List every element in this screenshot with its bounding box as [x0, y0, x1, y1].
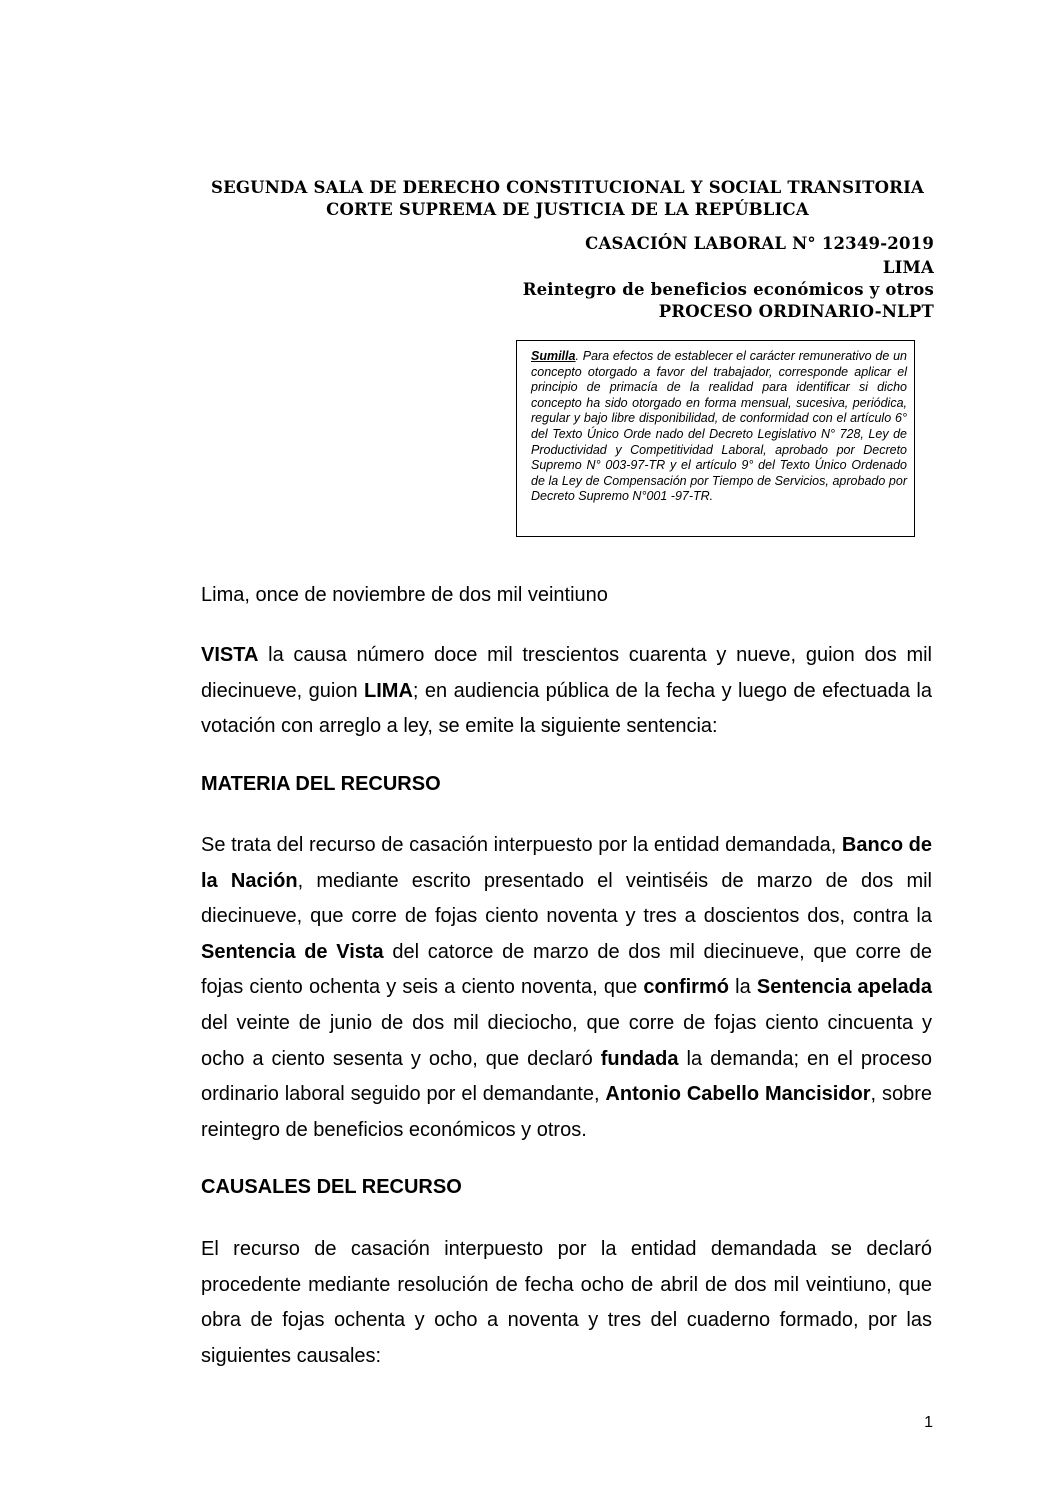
materia-text-2: , mediante escrito presentado el veintiséis de marzo de dos mil diecinueve, que corre de fojas ciento noventa y tres a doscientos dos, contra la — [201, 869, 932, 928]
materia-bold-6: Antonio Cabello Mancisidor — [605, 1083, 871, 1106]
materia-text-5: del veinte de junio de dos mil dieciocho, que corre de fojas ciento cincuenta y ocho a ciento sesenta y ocho, que declaró — [201, 1011, 932, 1070]
vista-text-2: ; en audiencia pública de la fecha y luego de efectuada la votación con arreglo a ley, se emite la siguiente sentencia: — [201, 679, 932, 738]
causales-heading: CAUSALES DEL RECURSO — [201, 1176, 462, 1198]
vista-paragraph — [201, 638, 932, 745]
date-line — [201, 578, 932, 614]
court-name-line-2: CORTE SUPREMA DE JUSTICIA DE LA REPÚBLICA — [326, 200, 809, 219]
materia-bold-5: fundada — [600, 1047, 679, 1070]
vista-keyword: VISTA — [201, 644, 259, 666]
materia-bold-3: confirmó — [643, 976, 729, 999]
case-matter: Reintegro de beneficios económicos y otros — [522, 280, 934, 299]
materia-bold-2: Sentencia de Vista — [201, 940, 384, 963]
summary-text: . Para efectos de establecer el carácter remunerativo de un concepto otorgado a favor del trabajador, corresponde aplicar el principio de primacía de la realidad para identificar si dicho concepto ha sido otorgado en forma mensual, sucesiva, periódica, regular y bajo libre disponibilidad, de conformidad con el artículo 6° del Texto Único Orde nado del Decreto Legislativo N° 728, Ley de Productividad y Competitividad Laboral, aprobado por Decreto Supremo N° 003-97-TR y el artículo 9° del Texto Único Ordenado de la Ley de Compensación por Tiempo de Servicios, aprobado por Decreto Supremo N°001 -97-TR. — [531, 349, 907, 504]
vista-text-1: la causa número doce mil trescientos cuarenta y nueve, guion dos mil diecinueve, guion — [201, 644, 932, 702]
materia-text-6: la demanda; en el proceso ordinario laboral seguido por el demandante, — [201, 1047, 932, 1106]
court-name-line-1: SEGUNDA SALA DE DERECHO CONSTITUCIONAL Y SOCIAL TRANSITORIA — [210, 178, 925, 197]
materia-heading: MATERIA DEL RECURSO — [201, 773, 441, 795]
date-line-text: Lima, once de noviembre de dos mil veintiuno — [201, 584, 608, 606]
materia-paragraph — [201, 828, 932, 1148]
page-number: 1 — [924, 1414, 933, 1431]
materia-bold-1: Banco de la Nación — [201, 834, 932, 892]
causales-paragraph: El recurso de casación interpuesto por la entidad demandada se declaró procedente mediante resolución de fecha ocho de abril de dos mil veintiuno, que obra de fojas ochenta y ocho a noventa y tres del cuaderno formado, por las siguientes causales: — [201, 1238, 932, 1367]
case-process: PROCESO ORDINARIO-NLPT — [658, 302, 934, 321]
materia-text-1: Se trata del recurso de casación interpuesto por la entidad demandada, — [201, 834, 842, 856]
materia-bold-4: Sentencia apelada — [756, 976, 932, 999]
materia-text-7: , sobre reintegro de beneficios económicos y otros. — [201, 1083, 932, 1141]
materia-text-4: la — [728, 976, 757, 999]
summary-label: Sumilla — [531, 349, 576, 363]
case-city: LIMA — [882, 258, 934, 277]
materia-text-3: del catorce de marzo de dos mil diecinueve, que corre de fojas ciento ochenta y seis a ciento noventa, que — [201, 940, 932, 999]
vista-city: LIMA — [364, 679, 413, 702]
summary-box — [516, 340, 915, 537]
case-number: CASACIÓN LABORAL N° 12349-2019 — [585, 234, 934, 253]
